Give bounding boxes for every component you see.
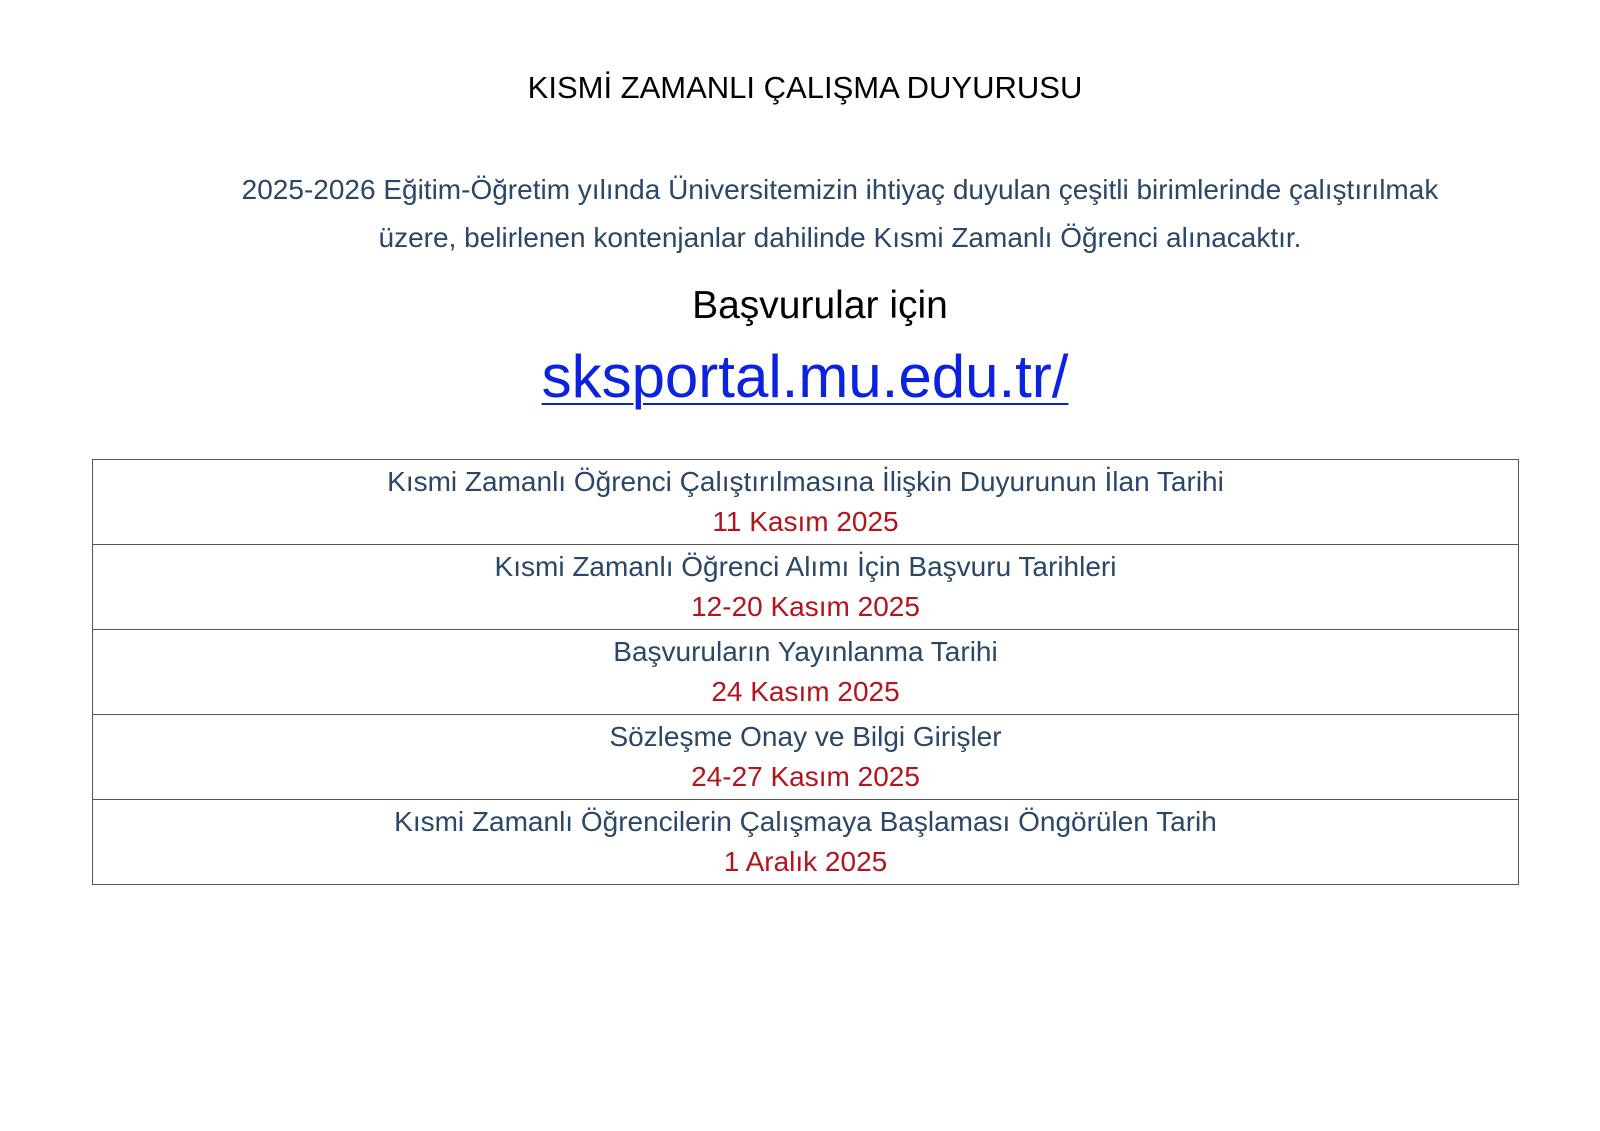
page-title: KISMİ ZAMANLI ÇALIŞMA DUYURUSU [527,70,1083,105]
schedule-label: Sözleşme Onay ve Bilgi Girişler [609,721,1002,752]
schedule-date: 12-20 Kasım 2025 [691,591,920,622]
table-cell [93,460,1519,545]
schedule-date: 24 Kasım 2025 [711,676,900,707]
schedule-label: Kısmi Zamanlı Öğrencilerin Çalışmaya Başlaması Öngörülen Tarih [394,806,1217,837]
schedule-table [92,459,1519,885]
table-row [93,460,1519,545]
schedule-label: Kısmi Zamanlı Öğrenci Çalıştırılmasına İlişkin Duyurunun İlan Tarihi [387,466,1224,497]
apply-label: Başvurular için [692,284,948,327]
table-row [93,630,1519,715]
table-row [93,800,1519,885]
schedule-date: 24-27 Kasım 2025 [691,761,920,792]
table-cell [93,630,1519,715]
table-cell [93,545,1519,630]
schedule-date: 1 Aralık 2025 [723,846,888,877]
portal-link[interactable]: sksportal.mu.edu.tr/ [541,343,1069,410]
intro-line-2: üzere, belirlenen kontenjanlar dahilinde Kısmi Zamanlı Öğrenci alınacaktır. [378,222,1302,253]
schedule-label: Kısmi Zamanlı Öğrenci Alımı İçin Başvuru Tarihleri [494,551,1117,582]
table-row [93,715,1519,800]
table-cell [93,800,1519,885]
table-row [93,545,1519,630]
table-cell [93,715,1519,800]
schedule-label: Başvuruların Yayınlanma Tarihi [613,636,998,667]
intro-line-1: 2025-2026 Eğitim-Öğretim yılında Üniversitemizin ihtiyaç duyulan çeşitli birimlerinde çalıştırılmak [241,174,1439,205]
schedule-date: 11 Kasım 2025 [712,506,899,537]
intro-paragraph [170,166,1510,262]
